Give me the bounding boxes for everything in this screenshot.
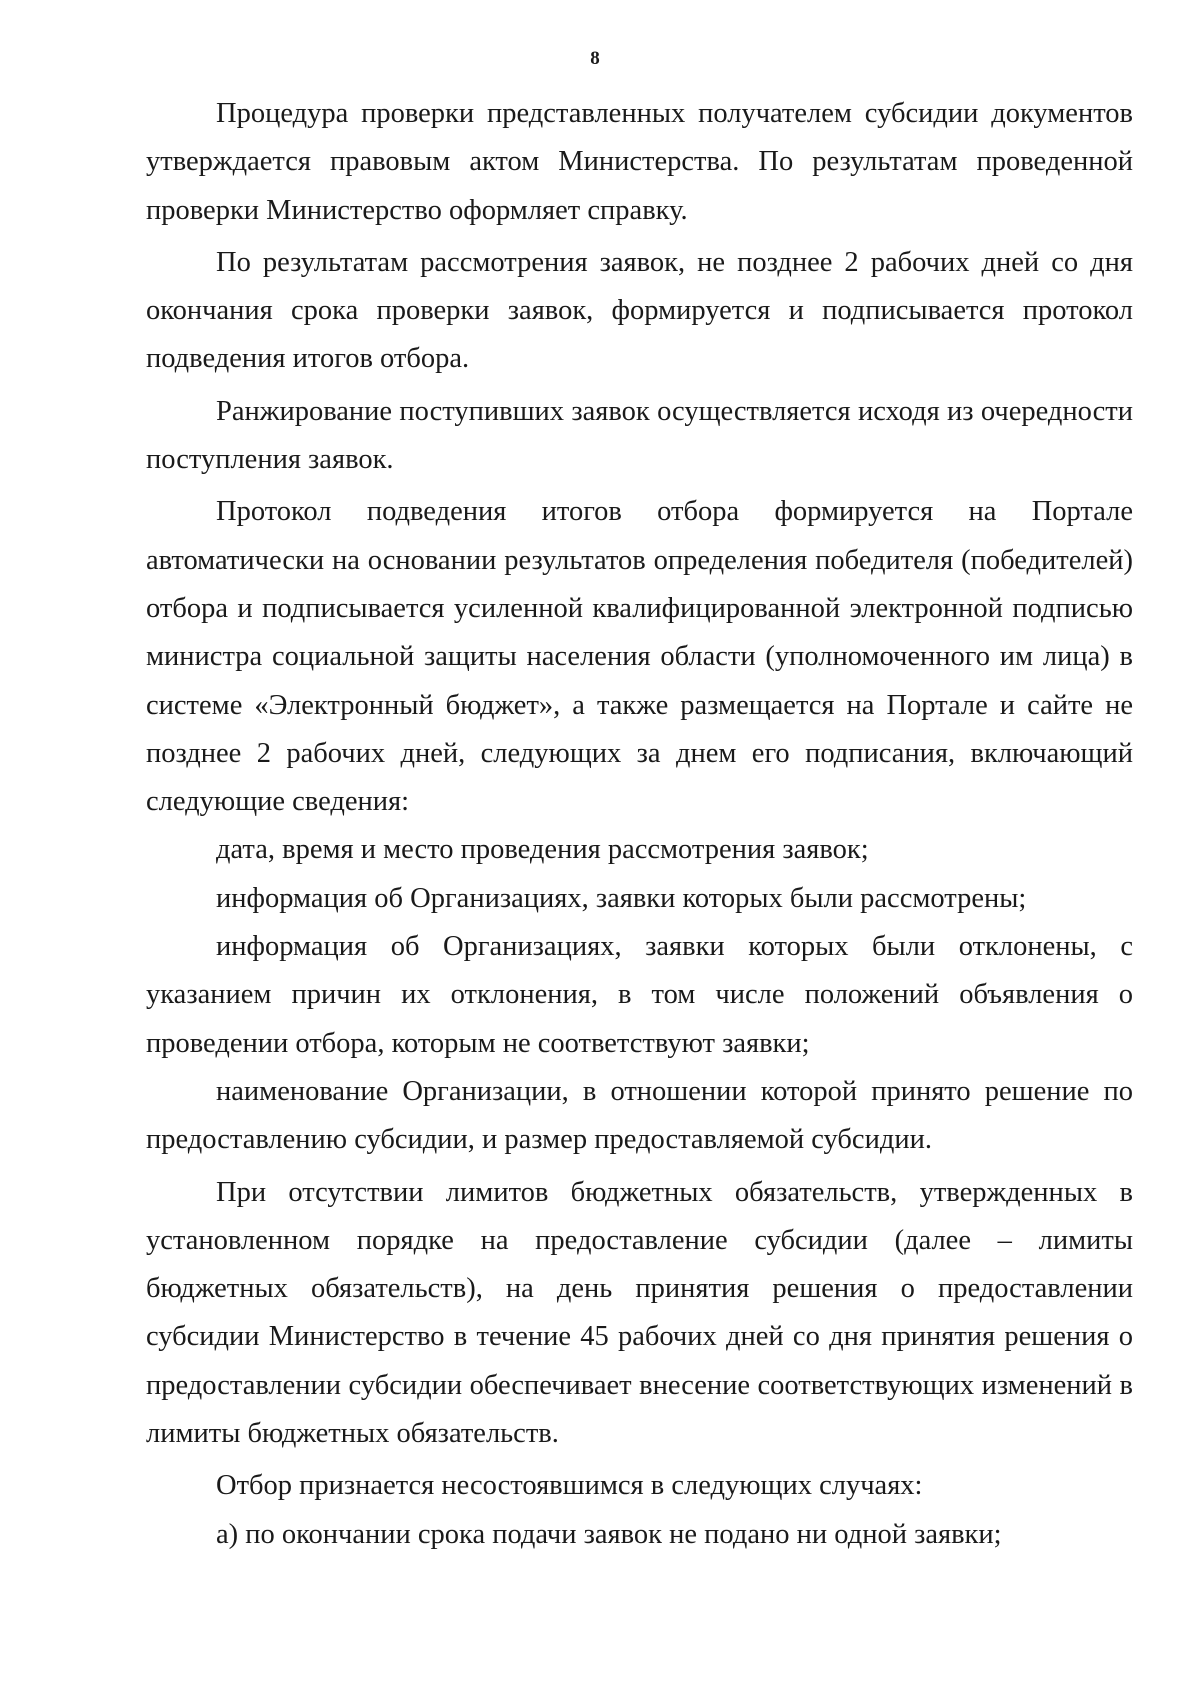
paragraph-verification-procedure: Процедура проверки представленных получателем субсидии документов утверждается правовым актом Министерства. По результатам проведенной проверки Министерство оформляет справку. xyxy=(146,98,1133,226)
paragraph-budget-limits: При отсутствии лимитов бюджетных обязательств, утвержденных в установленном порядке на предоставление субсидии (далее – лимиты бюджетных обязательств), на день принятия решения о предоставлении субсидии Министерство в течение 45 рабочих дней со дня принятия решения о предоставлении субсидии обеспечивает внесение соответствующих изменений в лимиты бюджетных обязательств. xyxy=(146,1176,1133,1450)
list-item-rejected-organizations: информация об Организациях, заявки которых были отклонены, с указанием причин их отклонения, в том числе положений объявления о проведении отбора, которым не соответствуют заявки; xyxy=(146,931,1133,1059)
list-item-date-time-place: дата, время и место проведения рассмотрения заявок; xyxy=(216,834,869,866)
paragraph-selection-failed: Отбор признается несостоявшимся в следующих случаях: xyxy=(216,1470,923,1502)
page-number: 8 xyxy=(590,48,600,69)
paragraph-review-results: По результатам рассмотрения заявок, не позднее 2 рабочих дней со дня окончания срока проверки заявок, формируется и подписывается протокол подведения итогов отбора. xyxy=(146,246,1133,375)
document-body xyxy=(146,90,1133,1559)
list-item-reviewed-organizations: информация об Организациях, заявки которых были рассмотрены; xyxy=(216,882,1027,914)
paragraph-ranking: Ранжирование поступивших заявок осуществляется исходя из очередности поступления заявок. xyxy=(146,395,1133,476)
list-item-no-applications: а) по окончании срока подачи заявок не подано ни одной заявки; xyxy=(216,1518,1002,1550)
list-item-subsidy-recipient: наименование Организации, в отношении которой принято решение по предоставлению субсидии, и размер предоставляемой субсидии. xyxy=(146,1075,1133,1156)
paragraph-protocol: Протокол подведения итогов отбора формируется на Портале автоматически на основании результатов определения победителя (победителей) отбора и подписывается усиленной квалифицированной электронной подписью министра социальной защиты населения области (уполномоченного им лица) в системе «Электронный бюджет», а также размещается на Портале и сайте не позднее 2 рабочих дней, следующих за днем его подписания, включающий следующие сведения: xyxy=(146,496,1133,818)
